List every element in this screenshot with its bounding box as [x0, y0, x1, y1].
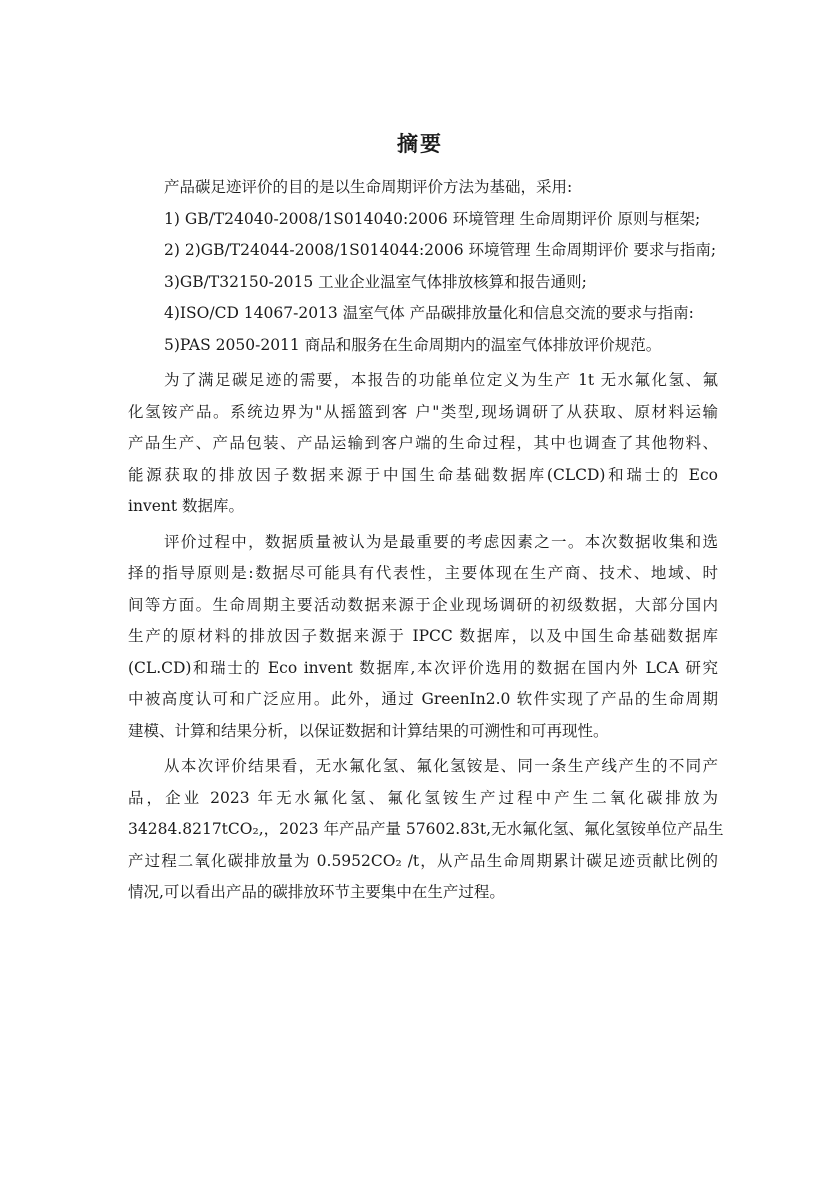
paragraph — [128, 204, 718, 236]
paragraph — [128, 267, 718, 299]
paragraph — [128, 330, 718, 362]
text-line: 情况,可以看出产品的碳排放环节主要集中在生产过程。 — [128, 883, 505, 901]
text-line: 5)PAS 2050-2011 商品和服务在生命周期内的温室气体排放评价规范。 — [164, 335, 662, 354]
text-line: 品，企业 2023 年无水氟化氢、氟化氢铵生产过程中产生二氧化碳排放为 — [128, 788, 718, 807]
text-line: 产过程二氧化碳排放量为 0.5952CO₂ /t，从产品生命周期累计碳足迹贡献比例的 — [128, 851, 718, 870]
text-line: 为了满足碳足迹的需要，本报告的功能单位定义为生产 1t 无水氟化氢、氟 — [164, 371, 718, 389]
text-line: 生产的原材料的排放因子数据来源于 IPCC 数据库，以及中国生命基础数据库 — [128, 627, 718, 645]
text-line: 建模、计算和结果分析，以保证数据和计算结果的可溯性和可再现性。 — [128, 721, 609, 740]
paragraph — [128, 365, 718, 523]
text-line: 34284.8217tCO₂,，2023 年产品产量 57602.83t,无水氟化氢、氟化氢铵单位产品生 — [128, 820, 724, 838]
text-line: 评价过程中，数据质量被认为是最重要的考虑因素之一。本次数据收集和选 — [164, 532, 718, 551]
text-line: 中被高度认可和广泛应用。此外，通过 GreenIn2.0 软件实现了产品的生命周期 — [128, 690, 718, 708]
paragraph — [128, 527, 718, 748]
text-line: 从本次评价结果看，无水氟化氢、氟化氢铵是、同一条生产线产生的不同产 — [164, 757, 718, 775]
text-line: 2) 2)GB/T24044-2008/1S014044:2006 环境管理 生命周期评价 要求与指南; — [164, 241, 717, 259]
paragraph — [128, 172, 718, 204]
document-body — [128, 172, 724, 909]
paragraph — [128, 751, 724, 909]
text-line: 产品碳足迹评价的目的是以生命周期评价方法为基础，采用: — [164, 178, 573, 196]
page-title: 摘要 — [397, 132, 443, 156]
text-line: invent 数据库。 — [128, 497, 245, 515]
text-line: 产品生产、产品包装、产品运输到客户端的生命过程，其中也调查了其他物料、 — [128, 434, 718, 452]
text-line: 间等方面。生命周期主要活动数据来源于企业现场调研的初级数据，大部分国内 — [128, 595, 718, 614]
text-line: 3)GB/T32150-2015 工业企业温室气体排放核算和报告通则; — [164, 272, 587, 291]
text-line: (CL.CD)和瑞士的 Eco invent 数据库,本次评价选用的数据在国内外 LCA 研究 — [128, 658, 718, 677]
paragraph — [128, 298, 718, 330]
text-line: 能源获取的排放因子数据来源于中国生命基础数据库(CLCD)和瑞士的 Eco — [128, 465, 718, 484]
text-line: 4)ISO/CD 14067-2013 温室气体 产品碳排放量化和信息交流的要求与指南: — [164, 304, 694, 322]
text-line: 1) GB/T24040-2008/1S014040:2006 环境管理 生命周期评价 原则与框架; — [164, 209, 701, 228]
text-line: 化氢铵产品。系统边界为"从摇篮到客 户"类型,现场调研了从获取、原材料运输 — [128, 402, 718, 421]
paragraph — [128, 235, 718, 267]
text-line: 择的指导原则是:数据尽可能具有代表性，主要体现在生产商、技术、地域、时 — [128, 564, 718, 582]
